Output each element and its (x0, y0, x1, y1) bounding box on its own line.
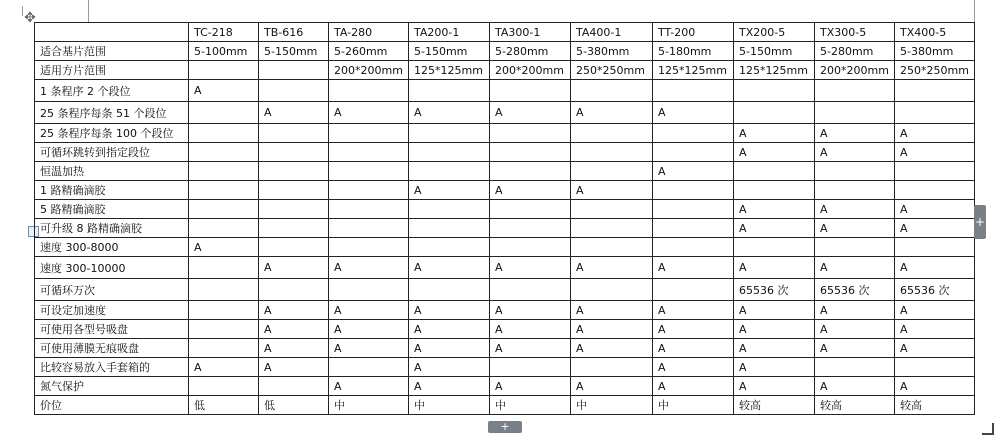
table-cell[interactable] (490, 124, 571, 143)
table-row (35, 200, 975, 219)
table-cell[interactable]: A (490, 181, 571, 200)
table-cell[interactable]: A (895, 301, 975, 320)
table-cell[interactable] (259, 143, 329, 162)
table-cell[interactable]: A (490, 102, 571, 124)
table-row (35, 301, 975, 320)
table-cell[interactable]: A (734, 200, 815, 219)
row-label-cell[interactable]: 1 路精确滴胶 (35, 181, 189, 200)
table-cell[interactable]: A (653, 162, 734, 181)
table-cell[interactable] (815, 238, 895, 257)
product-comparison-table (34, 22, 975, 415)
table-cell[interactable]: 65536 次 (734, 279, 815, 301)
table-cell[interactable]: A (734, 301, 815, 320)
table-cell[interactable]: A (815, 377, 895, 396)
table-cell[interactable] (571, 219, 653, 238)
table-row (35, 181, 975, 200)
table-cell[interactable]: 5-260mm (329, 42, 409, 61)
row-label-cell[interactable]: 可升级 8 路精确滴胶 (35, 219, 189, 238)
table-cell[interactable] (653, 279, 734, 301)
table-cell[interactable] (259, 181, 329, 200)
table-cell[interactable] (815, 181, 895, 200)
table-cell[interactable] (815, 162, 895, 181)
table-cell[interactable]: A (329, 257, 409, 279)
table-cell[interactable] (409, 200, 490, 219)
table-cell[interactable] (189, 377, 259, 396)
row-label-cell[interactable]: 速度 300-10000 (35, 257, 189, 279)
table-cell[interactable]: 中 (329, 396, 409, 415)
plus-icon: + (974, 215, 986, 229)
table-cell[interactable]: A (653, 320, 734, 339)
table-cell[interactable]: A (815, 320, 895, 339)
table-cell[interactable] (189, 339, 259, 358)
table-cell[interactable] (490, 143, 571, 162)
header-cell[interactable]: TA200-1 (409, 23, 490, 42)
table-cell[interactable]: A (571, 301, 653, 320)
table-cell[interactable] (189, 219, 259, 238)
table-cell[interactable]: 5-100mm (189, 42, 259, 61)
header-cell[interactable]: TA-280 (329, 23, 409, 42)
table-cell[interactable]: A (895, 377, 975, 396)
table-row (35, 42, 975, 61)
table-cell[interactable]: A (571, 257, 653, 279)
table-cell[interactable] (815, 102, 895, 124)
table-cell[interactable]: A (189, 358, 259, 377)
table-row (35, 358, 975, 377)
table-cell[interactable]: A (815, 301, 895, 320)
row-label-cell[interactable]: 氮气保护 (35, 377, 189, 396)
table-cell[interactable]: A (409, 257, 490, 279)
table-row (35, 61, 975, 80)
row-label-cell[interactable]: 可循环万次 (35, 279, 189, 301)
table-cell[interactable]: 250*250mm (571, 61, 653, 80)
table-cell[interactable] (653, 124, 734, 143)
table-cell[interactable] (189, 181, 259, 200)
add-column-handle[interactable] (974, 205, 986, 239)
table-cell[interactable]: 200*200mm (490, 61, 571, 80)
table-cell[interactable] (653, 181, 734, 200)
page-corner-mark (974, 0, 975, 22)
table-cell[interactable] (189, 200, 259, 219)
row-label-cell[interactable]: 速度 300-8000 (35, 238, 189, 257)
row-label-cell[interactable]: 5 路精确滴胶 (35, 200, 189, 219)
table-cell[interactable] (895, 181, 975, 200)
table-cell[interactable]: A (259, 301, 329, 320)
table-cell[interactable]: 65536 次 (895, 279, 975, 301)
row-label-cell[interactable]: 适合基片范围 (35, 42, 189, 61)
table-cell[interactable]: A (259, 320, 329, 339)
table-cell[interactable] (571, 200, 653, 219)
header-cell[interactable]: TX200-5 (734, 23, 815, 42)
table-cell[interactable] (490, 162, 571, 181)
table-cell[interactable]: A (329, 377, 409, 396)
table-cell[interactable] (653, 143, 734, 162)
table-cell[interactable]: A (329, 320, 409, 339)
page-corner-mark (88, 0, 89, 22)
table-cell[interactable]: 125*125mm (653, 61, 734, 80)
table-cell[interactable] (259, 124, 329, 143)
table-cell[interactable] (490, 200, 571, 219)
header-cell[interactable]: TC-218 (189, 23, 259, 42)
table-cell[interactable] (734, 80, 815, 102)
table-cell[interactable] (329, 124, 409, 143)
table-cell[interactable] (895, 358, 975, 377)
table-cell[interactable] (409, 80, 490, 102)
table-cell[interactable]: A (490, 339, 571, 358)
table-cell[interactable] (329, 279, 409, 301)
table-cell[interactable] (189, 279, 259, 301)
table-cell[interactable]: A (409, 339, 490, 358)
table-cell[interactable]: A (734, 124, 815, 143)
table-cell[interactable]: A (734, 339, 815, 358)
table-cell[interactable]: A (734, 257, 815, 279)
table-cell[interactable]: A (259, 358, 329, 377)
row-label-cell[interactable]: 25 条程序每条 100 个段位 (35, 124, 189, 143)
table-cell[interactable]: 200*200mm (815, 61, 895, 80)
row-label-cell[interactable]: 25 条程序每条 51 个段位 (35, 102, 189, 124)
table-cell[interactable]: 较高 (815, 396, 895, 415)
row-label-cell[interactable]: 可循环跳转到指定段位 (35, 143, 189, 162)
table-cell[interactable]: A (815, 200, 895, 219)
table-cell[interactable]: A (734, 219, 815, 238)
table-cell[interactable]: 125*125mm (409, 61, 490, 80)
table-cell[interactable] (409, 279, 490, 301)
table-cell[interactable]: A (895, 339, 975, 358)
table-cell[interactable]: 5-150mm (259, 42, 329, 61)
table-cell[interactable]: A (259, 339, 329, 358)
table-cell[interactable]: A (490, 301, 571, 320)
table-row (35, 396, 975, 415)
table-cell[interactable]: A (895, 219, 975, 238)
row-label-cell[interactable]: 价位 (35, 396, 189, 415)
table-cell[interactable]: A (571, 320, 653, 339)
table-cell[interactable] (571, 124, 653, 143)
table-cell[interactable] (189, 61, 259, 80)
table-cell[interactable]: 5-280mm (490, 42, 571, 61)
table-cell[interactable]: 125*125mm (734, 61, 815, 80)
table-cell[interactable] (259, 377, 329, 396)
table-cell[interactable]: A (259, 102, 329, 124)
table-cell[interactable] (409, 124, 490, 143)
table-cell[interactable]: 中 (409, 396, 490, 415)
table-cell[interactable]: A (815, 257, 895, 279)
header-cell[interactable]: TA400-1 (571, 23, 653, 42)
table-cell[interactable] (815, 358, 895, 377)
table-cell[interactable]: 250*250mm (895, 61, 975, 80)
table-cell[interactable] (734, 162, 815, 181)
table-cell[interactable]: A (815, 124, 895, 143)
row-label-cell[interactable]: 适用方片范围 (35, 61, 189, 80)
table-cell[interactable] (329, 358, 409, 377)
table-cell[interactable] (490, 219, 571, 238)
page-top-edge (0, 0, 1000, 22)
table-header-row (35, 23, 975, 42)
table-cell[interactable] (653, 200, 734, 219)
header-cell[interactable] (35, 23, 189, 42)
header-cell[interactable]: TA300-1 (490, 23, 571, 42)
table-cell[interactable] (734, 238, 815, 257)
table-cell[interactable]: 较高 (895, 396, 975, 415)
table-cell[interactable] (490, 238, 571, 257)
table-cell[interactable] (329, 238, 409, 257)
table-cell[interactable]: 5-150mm (409, 42, 490, 61)
table-row (35, 219, 975, 238)
row-label-cell[interactable]: 恒温加热 (35, 162, 189, 181)
table-cell[interactable] (895, 80, 975, 102)
table-cell[interactable] (259, 61, 329, 80)
table-cell[interactable]: A (490, 377, 571, 396)
table-row (35, 377, 975, 396)
table-cell[interactable]: A (653, 339, 734, 358)
table-cell[interactable] (571, 143, 653, 162)
table-cell[interactable]: A (329, 102, 409, 124)
table-cell[interactable] (329, 143, 409, 162)
header-cell[interactable]: TT-200 (653, 23, 734, 42)
table-cell[interactable]: A (815, 219, 895, 238)
table-cell[interactable]: A (653, 301, 734, 320)
table-cell[interactable] (189, 301, 259, 320)
table-cell[interactable] (329, 219, 409, 238)
table-row (35, 257, 975, 279)
add-row-handle[interactable] (488, 421, 522, 433)
table-cell[interactable]: 5-180mm (653, 42, 734, 61)
table-cell[interactable]: A (815, 143, 895, 162)
table-cell[interactable] (571, 162, 653, 181)
table-cell[interactable]: A (895, 143, 975, 162)
table-cell[interactable]: 中 (571, 396, 653, 415)
table-cell[interactable] (571, 358, 653, 377)
table-row (35, 124, 975, 143)
table-cell[interactable] (653, 238, 734, 257)
table-cell[interactable] (329, 200, 409, 219)
table-cell[interactable] (734, 102, 815, 124)
table-cell[interactable]: A (409, 181, 490, 200)
table-cell[interactable] (329, 181, 409, 200)
table-cell[interactable] (653, 80, 734, 102)
table-cell[interactable]: A (571, 102, 653, 124)
table-cell[interactable] (259, 80, 329, 102)
table-cell[interactable]: A (653, 377, 734, 396)
table-cell[interactable] (259, 238, 329, 257)
table-cell[interactable] (259, 219, 329, 238)
table-row (35, 279, 975, 301)
row-label-cell[interactable]: 1 条程序 2 个段位 (35, 80, 189, 102)
table-cell[interactable]: A (895, 124, 975, 143)
table-cell[interactable]: A (653, 358, 734, 377)
row-label-cell[interactable]: 比较容易放入手套箱的 (35, 358, 189, 377)
header-cell[interactable]: TB-616 (259, 23, 329, 42)
table-cell[interactable] (490, 358, 571, 377)
table-cell[interactable]: 低 (259, 396, 329, 415)
table-cell[interactable]: A (895, 320, 975, 339)
table-cell[interactable]: A (653, 257, 734, 279)
table-cell[interactable] (409, 162, 490, 181)
table-cell[interactable]: A (189, 238, 259, 257)
table-cell[interactable]: 5-380mm (571, 42, 653, 61)
row-label-cell[interactable]: 可使用各型号吸盘 (35, 320, 189, 339)
table-cell[interactable]: 中 (490, 396, 571, 415)
table-cell[interactable] (189, 257, 259, 279)
table-cell[interactable]: A (815, 339, 895, 358)
table-cell[interactable] (490, 80, 571, 102)
table-cell[interactable]: A (259, 257, 329, 279)
table-cell[interactable] (409, 238, 490, 257)
table-cell[interactable]: A (490, 320, 571, 339)
table-cell[interactable]: A (490, 257, 571, 279)
table-row (35, 339, 975, 358)
table-cell[interactable]: A (895, 257, 975, 279)
table-cell[interactable] (895, 238, 975, 257)
table-cell[interactable] (734, 181, 815, 200)
table-cell[interactable] (189, 124, 259, 143)
table-cell[interactable] (259, 200, 329, 219)
row-label-cell[interactable]: 可使用薄膜无痕吸盘 (35, 339, 189, 358)
table-cell[interactable] (189, 143, 259, 162)
table-cell[interactable]: 65536 次 (815, 279, 895, 301)
row-label-cell[interactable]: 可设定加速度 (35, 301, 189, 320)
table-row (35, 238, 975, 257)
header-cell[interactable]: TX400-5 (895, 23, 975, 42)
table-cell[interactable]: 低 (189, 396, 259, 415)
table-cell[interactable] (571, 238, 653, 257)
table-cell[interactable] (895, 162, 975, 181)
table-cell[interactable] (329, 162, 409, 181)
table-cell[interactable] (409, 143, 490, 162)
table-cell[interactable] (189, 320, 259, 339)
table-cell[interactable] (259, 279, 329, 301)
table-cell[interactable]: A (329, 339, 409, 358)
table-cell[interactable] (571, 279, 653, 301)
table-cell[interactable]: 5-150mm (734, 42, 815, 61)
table-cell[interactable]: A (409, 377, 490, 396)
table-cell[interactable]: 5-380mm (895, 42, 975, 61)
table-cell[interactable]: A (571, 339, 653, 358)
table-cell[interactable]: A (571, 377, 653, 396)
table-row (35, 143, 975, 162)
table-cell[interactable]: A (734, 320, 815, 339)
table-cell[interactable]: 中 (653, 396, 734, 415)
table-resize-handle[interactable] (982, 423, 994, 435)
table-cell[interactable]: 5-280mm (815, 42, 895, 61)
table-cell[interactable] (259, 162, 329, 181)
table-cell[interactable] (653, 219, 734, 238)
table-cell[interactable] (409, 219, 490, 238)
header-cell[interactable]: TX300-5 (815, 23, 895, 42)
table-cell[interactable]: A (734, 377, 815, 396)
table-cell[interactable]: 较高 (734, 396, 815, 415)
plus-icon: + (500, 420, 510, 433)
table-cell[interactable]: A (734, 358, 815, 377)
table-cell[interactable]: A (409, 102, 490, 124)
table-row (35, 80, 975, 102)
table-row (35, 162, 975, 181)
table-cell[interactable] (815, 80, 895, 102)
table-cell[interactable]: A (409, 301, 490, 320)
table-cell[interactable] (490, 279, 571, 301)
table-cell[interactable] (895, 102, 975, 124)
table-cell[interactable]: A (653, 102, 734, 124)
table-cell[interactable] (571, 80, 653, 102)
table-row (35, 102, 975, 124)
table-cell[interactable] (189, 102, 259, 124)
table-cell[interactable]: A (734, 143, 815, 162)
table-move-handle-icon[interactable]: ✥ (24, 10, 36, 26)
table-cell[interactable] (189, 162, 259, 181)
table-cell[interactable]: A (571, 181, 653, 200)
table-row (35, 320, 975, 339)
table-cell[interactable]: A (409, 358, 490, 377)
table-cell[interactable]: A (895, 200, 975, 219)
table-cell[interactable]: A (329, 301, 409, 320)
table-cell[interactable] (329, 80, 409, 102)
table-cell[interactable]: 200*200mm (329, 61, 409, 80)
table-cell[interactable]: A (409, 320, 490, 339)
table-cell[interactable]: A (189, 80, 259, 102)
